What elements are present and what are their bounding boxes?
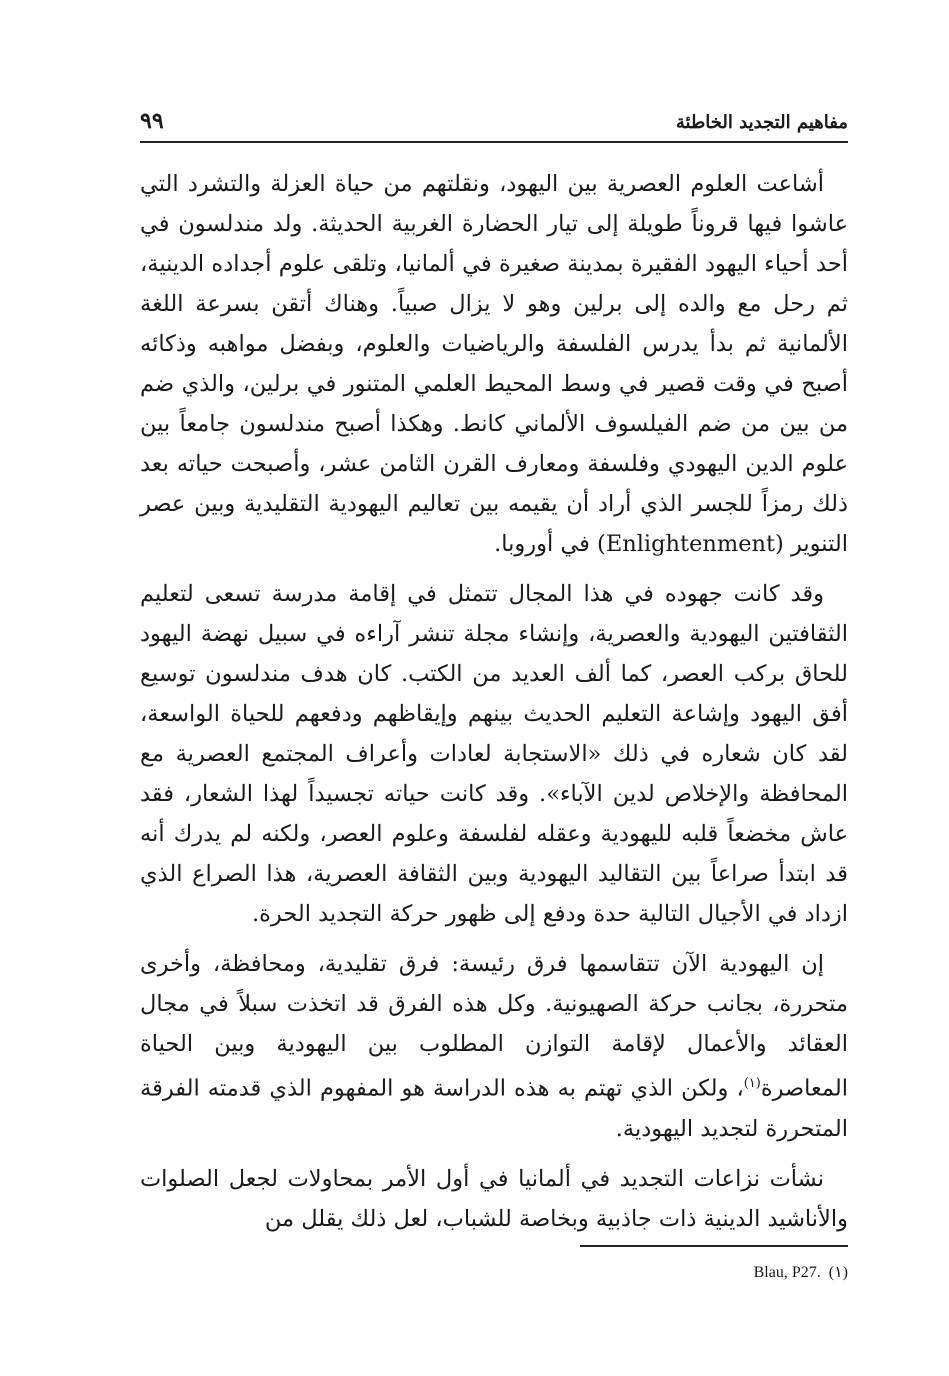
paragraph-1-text: أشاعت العلوم العصرية بين اليهود، ونقلتهم من حياة العزلة والتشرد التي عاشوا فيها قروناً طويلة إلى تيار الحضارة الغربية الحديثة. ولد مندلسون في أحد أحياء اليهود الفقيرة بمدينة صغيرة في ألمانيا، وتلقى علوم أجداده الدينية، ثم رحل مع والده إلى برلين وهو لا يزال صبياً. وهناك أتقن بسرعة اللغة الألمانية ثم بدأ يدرس الفلسفة والرياضيات والعلوم، وبفضل مواهبه وذكائه أصبح في وقت قصير في وسط المحيط العلمي المتنور في برلين، والذي ضم من بين من ضم الفيلسوف الألماني كانط. وهكذا أصبح مندلسون جامعاً بين علوم الدين اليهودي وفلسفة ومعارف القرن الثامن عشر، وأصبحت حياته بعد ذلك رمزاً للجسر الذي أراد أن يقيمه بين تعاليم اليهودية التقليدية وبين عصر التنوير xyxy=(140,171,848,557)
paragraph-2: وقد كانت جهوده في هذا المجال تتمثل في إقامة مدرسة تسعى لتعليم الثقافتين اليهودية والعصرية، وإنشاء مجلة تنشر آراءه في سبيل نهضة اليهود للحاق بركب العصر، كما ألف العديد من الكتب. كان هدف مندلسون توسيع أفق اليهود وإشاعة التعليم الحديث بينهم وإيقاظهم ودفعهم للحياة الواسعة، لقد كان شعاره في ذلك «الاستجابة لعادات وأعراف المجتمع العصرية مع المحافظة والإخلاص لدين الآباء». وقد كانت حياته تجسيداً لهذا الشعار، فقد عاش مخضعاً قلبه لليهودية وعقله لفلسفة وعلوم العصر، ولكنه لم يدرك أنه قد ابتدأ صراعاً بين التقاليد اليهودية وبين الثقافة العصرية، هذا الصراع الذي ازداد في الأجيال التالية حدة ودفع إلى ظهور حركة التجديد الحرة. xyxy=(140,581,848,927)
paragraph-1-end: في أوروبا. xyxy=(494,531,590,557)
page-number: ٩٩ xyxy=(140,108,164,134)
footnote xyxy=(600,1262,848,1282)
paragraph-3-text: إن اليهودية الآن تتقاسمها فرق رئيسة: فرق تقليدية، ومحافظة، وأخرى متحررة، بجانب حركة الصهيونية. وكل هذه الفرق قد اتخذت سبلاً في مجال العقائد والأعمال لإقامة التوازن المطلوب بين اليهودية وبين الحياة المعاصرة xyxy=(140,951,848,1102)
page-header xyxy=(140,100,848,140)
running-title: مفاهيم التجديد الخاطئة xyxy=(675,112,848,133)
footnote-divider xyxy=(580,1245,848,1247)
footnote-marker: (١) xyxy=(828,1264,848,1281)
footnote-reference: (١) xyxy=(743,1076,761,1091)
paragraph-3-end: ، ولكن الذي تهتم به هذه الدراسة هو المفهوم الذي قدمته الفرقة المتحررة لتجديد اليهودية. xyxy=(140,1075,848,1142)
paragraph-3 xyxy=(140,944,848,1149)
paragraph-1 xyxy=(140,164,848,564)
body-text xyxy=(140,164,848,1239)
paragraph-4: نشأت نزاعات التجديد في ألمانيا في أول الأمر بمحاولات لجعل الصلوات والأناشيد الدينية ذات جاذبية وبخاصة للشباب، لعل ذلك يقلل من xyxy=(140,1165,848,1232)
header-divider xyxy=(140,141,848,143)
latin-term: (Enlightenment) xyxy=(597,531,784,557)
footnote-text: Blau, P27. xyxy=(753,1264,821,1281)
